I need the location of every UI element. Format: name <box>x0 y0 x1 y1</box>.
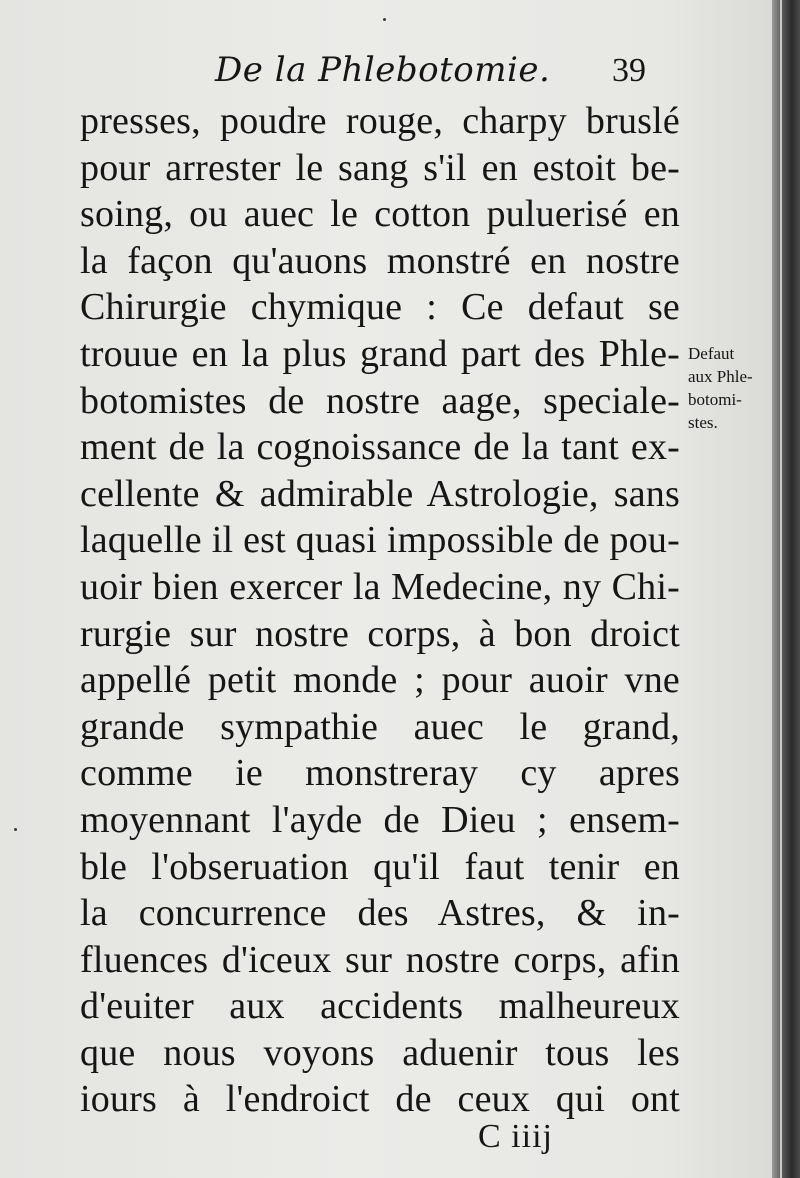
text-line: soing, ou auec le cotton puluerisé en <box>80 193 680 236</box>
text-line: d'euiter aux accidents malheureux <box>80 985 680 1028</box>
marginal-note-line: botomi- <box>688 390 742 409</box>
page-edge-shadow <box>772 0 800 1178</box>
text-line: uoir bien exercer la Medecine, ny Chi- <box>80 565 680 608</box>
text-line: Chirurgie chymique : Ce defaut se <box>80 286 680 329</box>
text-line: trouue en la plus grand part des Phle- <box>80 332 680 375</box>
text-line: grande sympathie auec le grand, <box>80 705 680 748</box>
body-text <box>80 98 680 1123</box>
marginal-note-line: Defaut <box>688 344 735 363</box>
text-line: la concurrence des Astres, & in- <box>80 892 680 935</box>
text-line: rurgie sur nostre corps, à bon droict <box>80 612 680 655</box>
text-line: la façon qu'auons monstré en nostre <box>80 239 680 282</box>
page-number: 39 <box>612 52 646 89</box>
ink-speck <box>14 828 17 831</box>
text-line: fluences d'iceux sur nostre corps, afin <box>80 938 680 981</box>
text-line: laquelle il est quasi impossible de pou- <box>80 519 680 562</box>
text-line: presses, poudre rouge, charpy bruslé <box>80 100 680 142</box>
running-title: De la Phlebotomie. <box>215 50 551 90</box>
marginal-note-line: aux Phle- <box>688 367 753 386</box>
text-line: appellé petit monde ; pour auoir vne <box>80 659 680 702</box>
marginal-note <box>688 342 778 434</box>
page-header <box>0 50 780 100</box>
marginal-note-line: stes. <box>688 413 718 432</box>
signature-mark: C iiij <box>478 1118 553 1155</box>
text-line: moyennant l'ayde de Dieu ; ensem- <box>80 798 680 841</box>
text-line: ment de la cognoissance de la tant ex- <box>80 426 680 469</box>
text-line: cellente & admirable Astrologie, sans <box>80 472 680 515</box>
ink-speck <box>383 18 386 21</box>
text-line: iours à l'endroict de ceux qui ont <box>80 1078 680 1121</box>
text-line: que nous voyons aduenir tous les <box>80 1031 680 1074</box>
text-line: botomistes de nostre aage, speciale- <box>80 379 680 422</box>
text-line: pour arrester le sang s'il en estoit be- <box>80 146 680 189</box>
text-line: ble l'obseruation qu'il faut tenir en <box>80 845 680 888</box>
text-line: comme ie monstreray cy apres <box>80 752 680 795</box>
